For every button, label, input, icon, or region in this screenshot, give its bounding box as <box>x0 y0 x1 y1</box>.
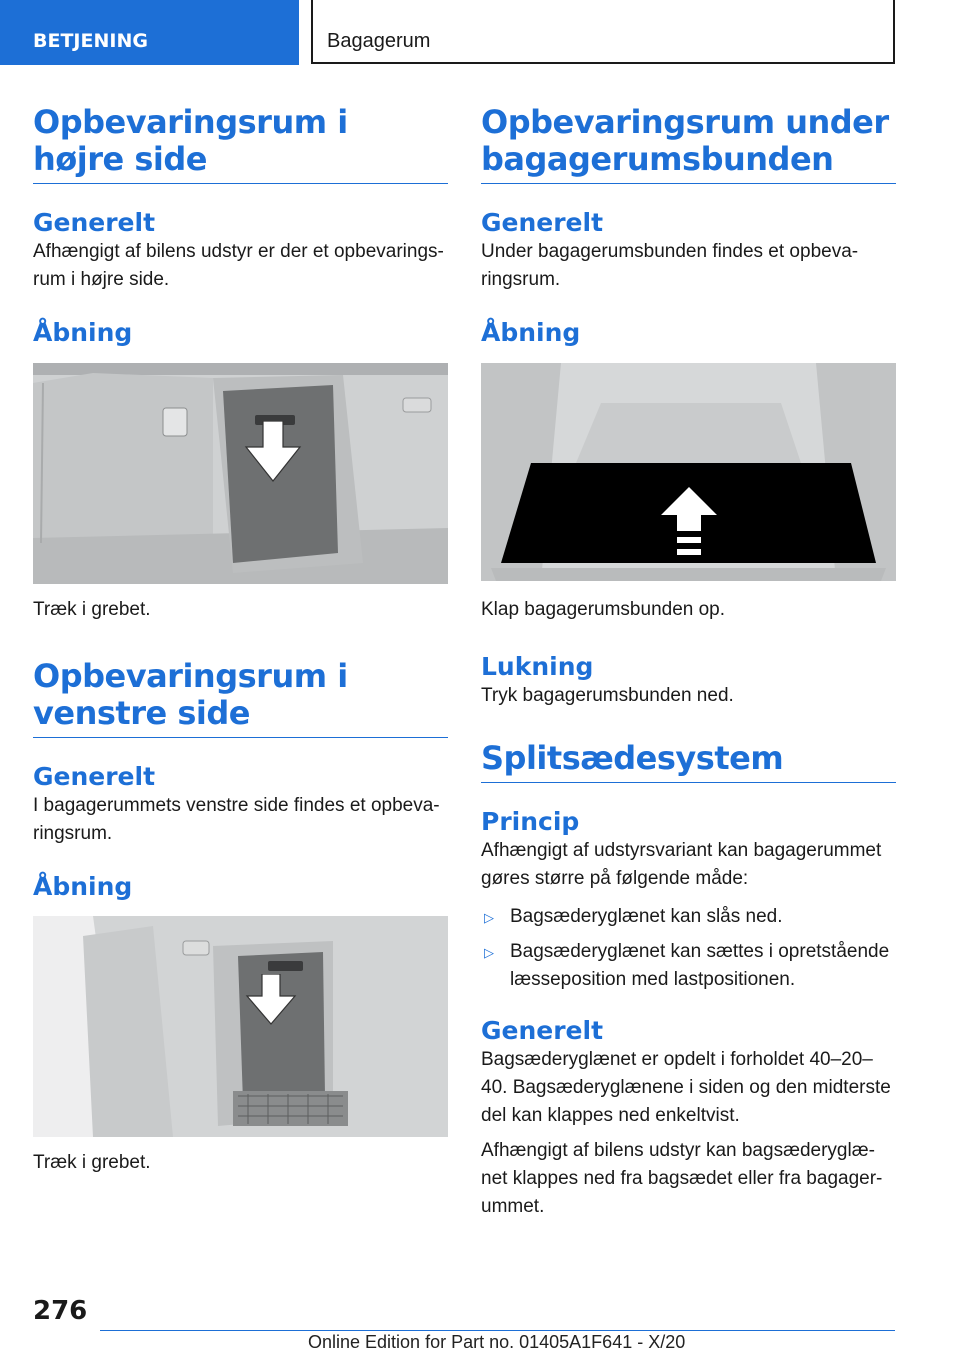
list-item <box>481 903 896 931</box>
heading-opening: Åbning <box>33 872 133 901</box>
paragraph: Afhængigt af bilens udstyr kan bagsæderyglæ-net klappes ned fra bagsædet eller fra bagager-ummet. <box>481 1140 883 1217</box>
triangle-right-icon: ▷ <box>484 910 494 925</box>
heading-general: Generelt <box>481 208 604 237</box>
triangle-right-icon: ▷ <box>484 945 494 960</box>
heading-general: Generelt <box>481 1016 604 1045</box>
list-item-text: Bagsæderyglænet kan slås ned. <box>510 906 783 927</box>
photo-caption: Træk i grebet. <box>33 1152 151 1173</box>
right-column <box>481 104 896 1221</box>
section-title-split-seat: Splitsædesystem <box>481 740 896 783</box>
paragraph: Under bagagerumsbunden findes et opbeva-ringsrum. <box>481 241 859 290</box>
arrow-up-icon <box>657 487 721 559</box>
page-number: 276 <box>33 1296 88 1326</box>
bullet-list <box>481 903 896 994</box>
footer-rule <box>100 1330 895 1331</box>
section-title-right-storage: Opbevaringsrum i højre side <box>33 104 448 184</box>
section-title-underfloor-storage: Opbevaringsrum under bagagerumsbunden <box>481 104 896 184</box>
footer-edition: Online Edition for Part no. 01405A1F641 - X/20 <box>308 1332 686 1352</box>
photo-caption: Træk i grebet. <box>33 599 151 620</box>
paragraph: Bagsæderyglænet er opdelt i forholdet 40–20–40. Bagsæderyglænene i siden og den midterste del kan klappes ned enkeltvist. <box>481 1049 891 1126</box>
chapter-label: Bagagerum <box>327 30 431 52</box>
arrow-down-icon <box>241 974 301 1028</box>
paragraph: Afhængigt af udstyrsvariant kan bagagerummet gøres større på følgende måde: <box>481 840 882 889</box>
heading-closing: Lukning <box>481 652 594 681</box>
heading-opening: Åbning <box>481 318 581 347</box>
section-tab <box>0 0 299 65</box>
list-item-text: Bagsæderyglænet kan sættes i opretstående læsseposition med lastpositionen. <box>510 941 890 990</box>
heading-opening: Åbning <box>33 318 133 347</box>
arrow-down-icon <box>238 421 308 487</box>
list-item <box>481 938 896 994</box>
section-label: BETJENING <box>33 30 148 52</box>
heading-general: Generelt <box>33 762 156 791</box>
photo-caption: Klap bagagerumsbunden op. <box>481 599 726 620</box>
left-column <box>33 104 448 1177</box>
heading-general: Generelt <box>33 208 156 237</box>
paragraph: I bagagerummets venstre side findes et opbeva-ringsrum. <box>33 795 440 844</box>
chapter-header <box>311 0 895 64</box>
paragraph: Tryk bagagerumsbunden ned. <box>481 685 734 706</box>
section-title-left-storage: Opbevaringsrum i venstre side <box>33 658 448 738</box>
photo-underfloor-storage <box>481 363 896 581</box>
paragraph: Afhængigt af bilens udstyr er der et opbevarings-rum i højre side. <box>33 241 444 290</box>
photo-right-storage <box>33 363 448 584</box>
photo-left-storage <box>33 916 448 1137</box>
heading-principle: Princip <box>481 807 580 836</box>
